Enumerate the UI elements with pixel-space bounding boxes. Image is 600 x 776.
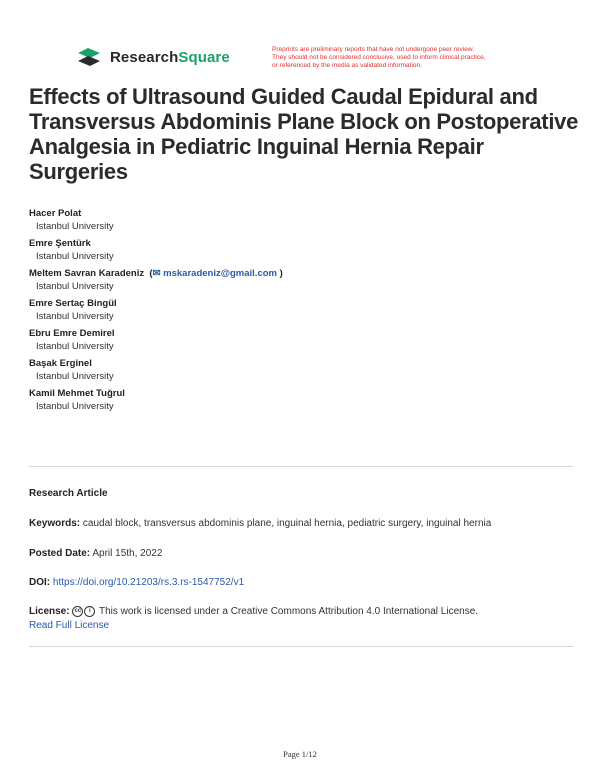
page-number: Page 1/12 — [283, 749, 317, 759]
author-affiliation: Istanbul University — [36, 221, 114, 232]
article-type-label: Research Article — [29, 488, 108, 499]
author-name: Emre Sertaç Bingül — [29, 298, 117, 309]
license-text: This work is licensed under a Creative Commons Attribution 4.0 International License. — [98, 606, 479, 617]
author-affiliation: Istanbul University — [36, 341, 114, 352]
author — [29, 357, 569, 383]
research-square-logo-icon — [76, 44, 102, 70]
author-email-link[interactable]: mskaradeniz@gmail.com — [163, 268, 277, 279]
mail-icon: ✉ — [152, 268, 161, 279]
author-name: Başak Erginel — [29, 358, 92, 369]
doi-row — [29, 576, 573, 590]
author-name: Kamil Mehmet Tuğrul — [29, 388, 125, 399]
license-label: License: — [29, 606, 70, 617]
posted-date-row — [29, 547, 573, 561]
author-affiliation: Istanbul University — [36, 371, 114, 382]
author-affiliation: Istanbul University — [36, 281, 114, 292]
notice-line: They should not be considered conclusive, used to inform clinical practice, — [272, 54, 486, 61]
posted-date-label: Posted Date: — [29, 548, 91, 559]
author — [29, 327, 569, 353]
preprint-notice — [272, 46, 542, 70]
license-row — [29, 605, 573, 633]
author-name: Emre Şentürk — [29, 238, 91, 249]
author — [29, 237, 569, 263]
divider — [29, 646, 573, 647]
notice-line: Preprints are preliminary reports that have not undergone peer review. — [272, 46, 474, 53]
author-affiliation: Istanbul University — [36, 401, 114, 412]
paper-title: Effects of Ultrasound Guided Caudal Epidural and Transversus Abdominis Plane Block on Postoperative Analgesia in Pediatric Inguinal Hernia Repair Surgeries — [29, 84, 579, 184]
author — [29, 297, 569, 323]
posted-date-value: April 15th, 2022 — [92, 548, 163, 559]
author-name: Ebru Emre Demirel — [29, 328, 115, 339]
author — [29, 387, 569, 413]
author — [29, 267, 569, 293]
author-name: Hacer Polat — [29, 208, 82, 219]
author — [29, 207, 569, 233]
author-list — [29, 207, 569, 417]
research-square-logo[interactable] — [76, 44, 230, 70]
header — [76, 44, 596, 84]
author-affiliation: Istanbul University — [36, 311, 114, 322]
doi-label: DOI: — [29, 577, 51, 588]
keywords-row — [29, 517, 573, 531]
author-name: Meltem Savran Karadeniz — [29, 268, 145, 279]
author-affiliation: Istanbul University — [36, 251, 114, 262]
attribution-icon: i — [84, 606, 95, 617]
keywords-label: Keywords: — [29, 518, 81, 529]
read-full-license-link[interactable]: Read Full License — [29, 620, 110, 631]
article-type — [29, 487, 573, 501]
divider — [29, 466, 573, 467]
notice-line: or referenced by the media as validated information. — [272, 62, 422, 69]
doi-link[interactable]: https://doi.org/10.21203/rs.3.rs-1547752/v1 — [52, 577, 245, 588]
author-name-with-email: Meltem Savran Karadeniz (✉ mskaradeniz@gmail.com ) — [29, 268, 283, 279]
logo-wordmark: ResearchSquare — [110, 48, 230, 66]
creative-commons-icon: cc — [72, 606, 83, 617]
keywords-value: caudal block, transversus abdominis plane, inguinal hernia, pediatric surgery, inguinal hernia — [82, 518, 492, 529]
